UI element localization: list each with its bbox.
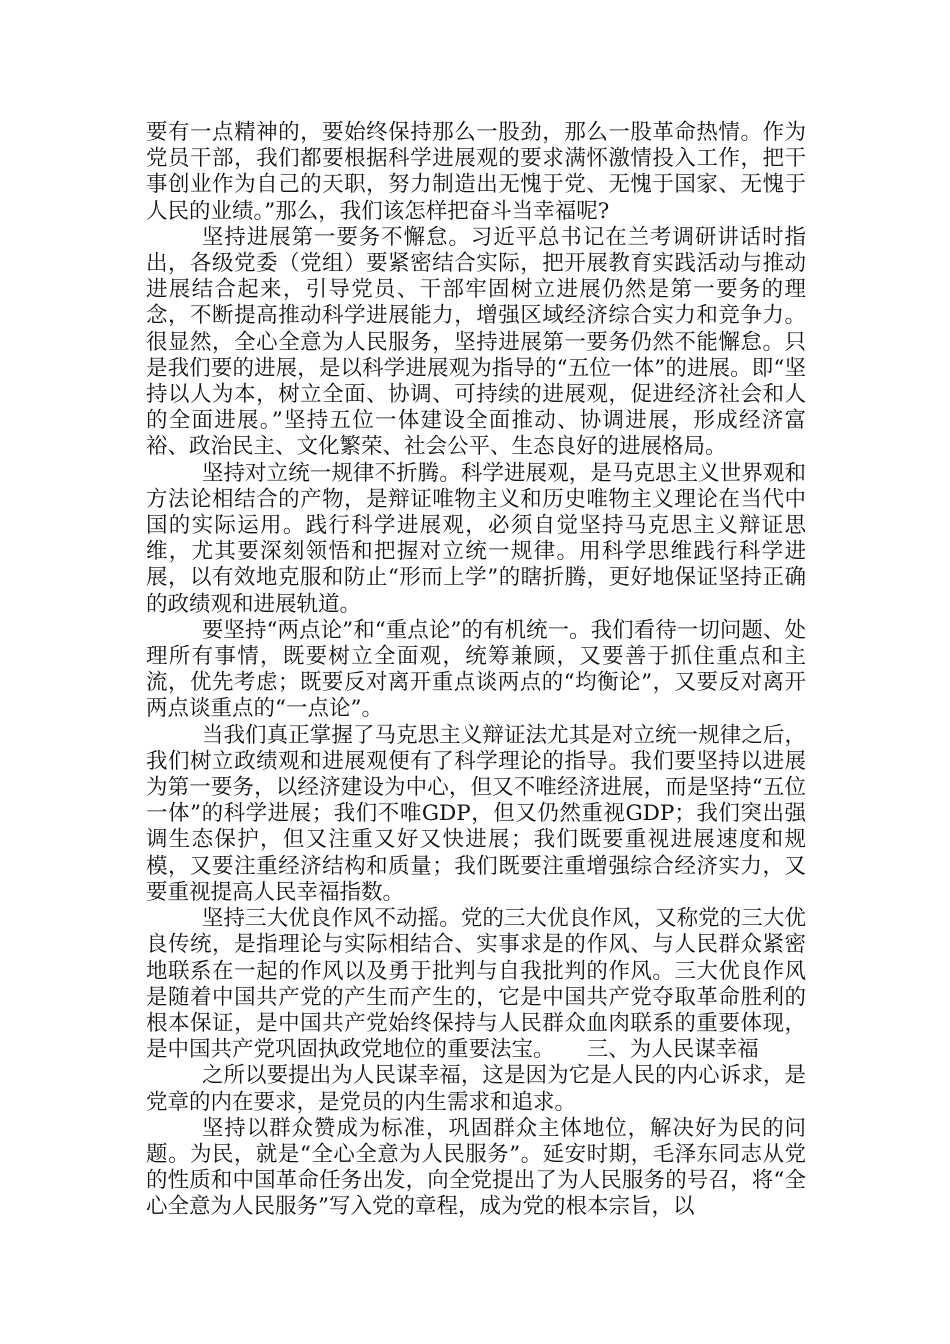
paragraph-two-point-theory: 要坚持“两点论”和“重点论”的有机统一。我们看待一切问题、处理所有事情，既要树立全面观，统筹兼顾，又要善于抓住重点和主流，优先考虑；既要反对离开重点谈两点的“均衡论”，又要反对离开两点谈重点的“一点论”。 [146, 617, 806, 722]
paragraph-three-styles: 坚持三大优良作风不动摇。党的三大优良作风，又称党的三大优良传统，是指理论与实际相结合、实事求是的作风、与人民群众紧密地联系在一起的作风以及勇于批判与自我批判的作风。三大优良作风是随着中国共产党的产生而产生的，它是中国共产党夺取革命胜利的根本保证，是中国共产党始终保持与人民群众血肉联系的重要体现，是中国共产党巩固执政党地位的重要法宝。 三、为人民谋幸福 [146, 906, 806, 1063]
paragraph-dialectics: 当我们真正掌握了马克思主义辩证法尤其是对立统一规律之后，我们树立政绩观和进展观便有了科学理论的指导。我们要坚持以进展为第一要务，以经济建设为中心，但又不唯经济进展，而是坚持“五位一体”的科学进展；我们不唯GDP，但又仍然重视GDP；我们突出强调生态保护，但又注重又好又快进展；我们既要重视进展速度和规模，又要注重经济结构和质量；我们既要注重增强综合经济实力，又要重视提高人民幸福指数。 [146, 722, 806, 905]
paragraph-unity-of-opposites: 坚持对立统一规律不折腾。科学进展观，是马克思主义世界观和方法论相结合的产物，是辩证唯物主义和历史唯物主义理论在当代中国的实际运用。践行科学进展观，必须自觉坚持马克思主义辩证思维，尤其要深刻领悟和把握对立统一规律。用科学思维践行科学进展，以有效地克服和防止“形而上学”的瞎折腾，更好地保证坚持正确的政绩观和进展轨道。 [146, 460, 806, 617]
document-page [146, 120, 806, 1221]
paragraph-development-first: 坚持进展第一要务不懈怠。习近平总书记在兰考调研讲话时指出，各级党委（党组）要紧密结合实际，把开展教育实践活动与推动进展结合起来，引导党员、干部牢固树立进展仍然是第一要务的理念，不断提高推动科学进展能力，增强区域经济综合实力和竞争力。很显然，全心全意为人民服务，坚持进展第一要务仍然不能懈怠。只是我们要的进展，是以科学进展观为指导的“五位一体”的进展。即“坚持以人为本，树立全面、协调、可持续的进展观，促进经济社会和人的全面进展。”坚持五位一体建设全面推动、协调进展，形成经济富裕、政治民主、文化繁荣、社会公平、生态良好的进展格局。 [146, 224, 806, 460]
paragraph-fighting-spirit: 要有一点精神的，要始终保持那么一股劲，那么一股革命热情。作为党员干部，我们都要根据科学进展观的要求满怀激情投入工作，把干事创业作为自己的天职，努力制造出无愧于党、无愧于国家、无愧于人民的业绩。”那么，我们该怎样把奋斗当幸福呢? [146, 120, 806, 224]
paragraph-why-happiness: 之所以要提出为人民谋幸福，这是因为它是人民的内心诉求，是党章的内在要求，是党员的内生需求和追求。 [146, 1063, 806, 1115]
paragraph-serve-people: 坚持以群众赞成为标准，巩固群众主体地位，解决好为民的问题。为民，就是“全心全意为人民服务”。延安时期，毛泽东同志从党的性质和中国革命任务出发，向全党提出了为人民服务的号召，将“全心全意为人民服务”写入党的章程，成为党的根本宗旨，以 [146, 1115, 806, 1220]
